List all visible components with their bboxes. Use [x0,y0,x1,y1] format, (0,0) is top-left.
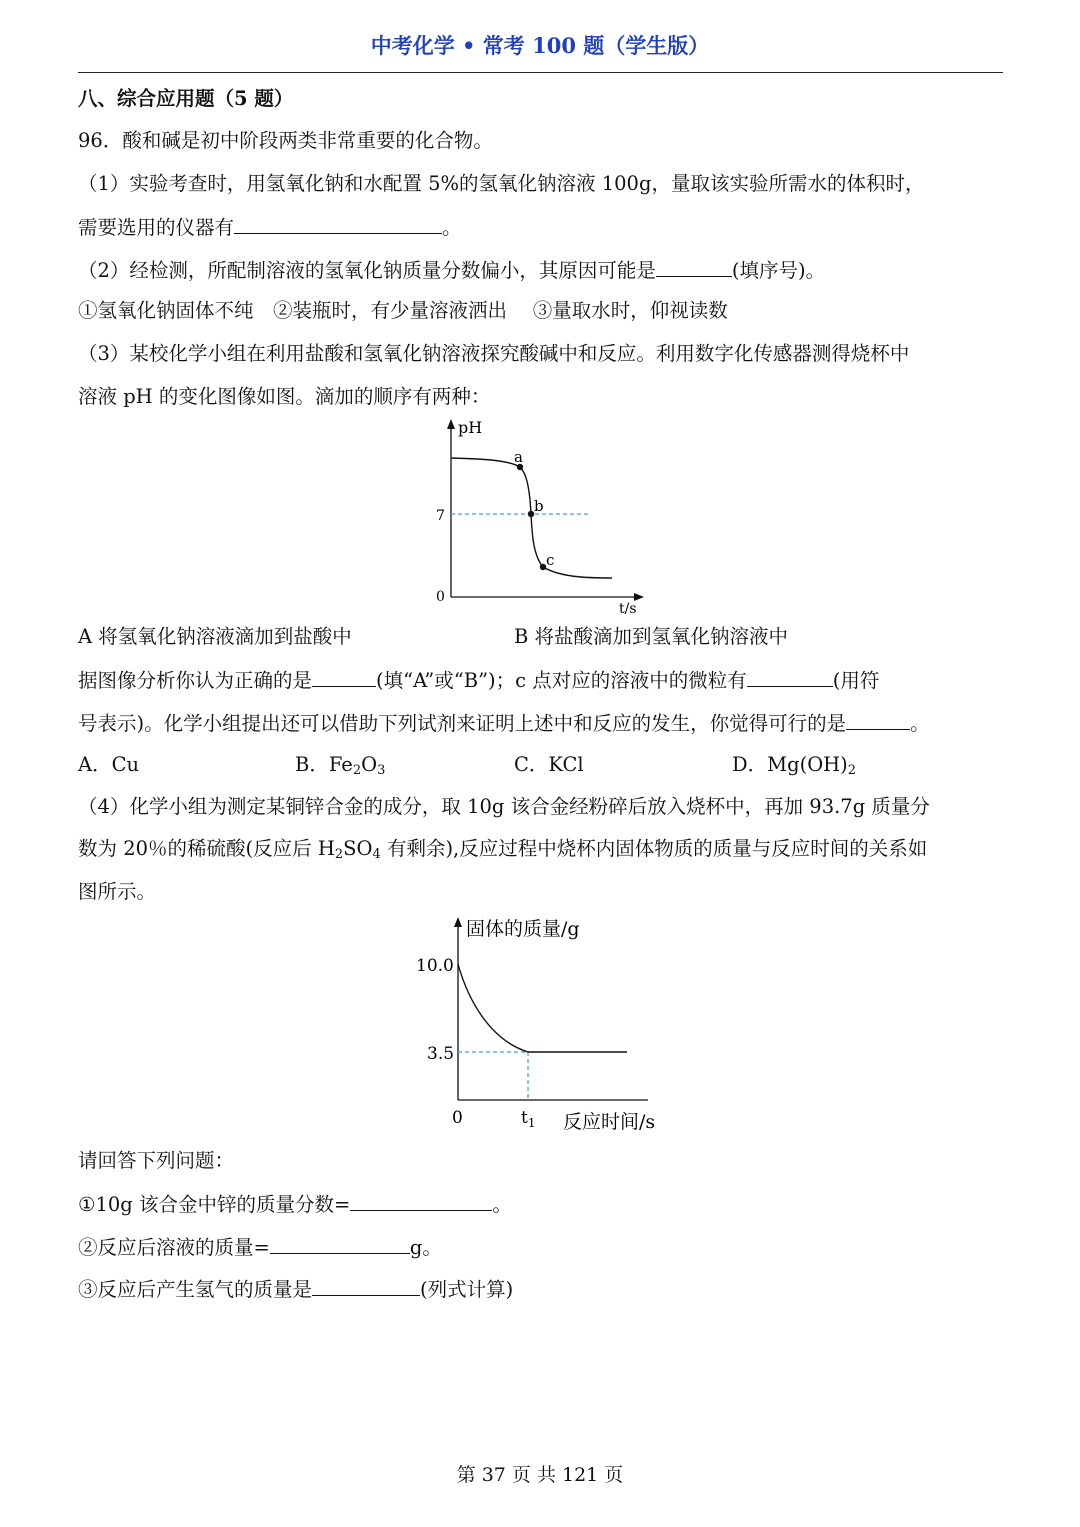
mass-tick-10: 10.0 [416,956,454,976]
sub-question-3: ③反应后产生氢气的质量是 (列式计算) [78,1275,513,1303]
part3-q-text-b: (填“A”或“B”)；c 点对应的溶液中的微粒有 [376,669,747,692]
reagent-c: C．KCl [514,753,584,776]
part1-end: 。 [442,216,462,239]
ph-tick-7: 7 [436,508,445,524]
mass-tick-3.5: 3.5 [427,1044,455,1064]
answer-blank-instruments[interactable] [234,213,442,234]
ph-x-axis-arrow [634,593,644,601]
ph-y-label: pH [458,418,483,437]
part3-q2-text: 号表示)。化学小组提出还可以借助下列试剂来证明上述中和反应的发生，你觉得可行的是 [78,712,847,735]
reagent-a: A．Cu [78,753,140,776]
part3-line2: 溶液 pH 的变化图像如图。滴加的顺序有两种： [78,385,491,408]
mass-curve [458,964,627,1052]
mass-chart [410,910,670,1135]
answer-blank-reagent[interactable] [846,709,910,730]
answer-blank-solution-mass[interactable] [270,1233,410,1254]
mass-x-tick-t1: $t_1$ [521,1108,536,1130]
ph-curve [451,458,612,578]
answer-blank-reason[interactable] [656,256,732,277]
question-stem: 96．酸和碱是初中阶段两类非常重要的化合物。 [78,129,493,152]
option-a: A 将氢氧化钠溶液滴加到盐酸中 [78,625,352,648]
page-header-title: 中考化学 • 常考 100 题（学生版） [370,33,710,58]
sub-question-1: ①10g 该合金中锌的质量分数= 。 [78,1190,512,1218]
mass-x-tick-0: 0 [452,1108,463,1128]
page-footer: 第 37 页 共 121 页 [456,1464,624,1486]
mass-y-axis-arrow [454,917,462,927]
answer-blank-hydrogen-mass[interactable] [312,1275,420,1296]
mass-y-label: 固体的质量/g [466,918,580,940]
header-divider [78,72,1003,73]
part2-line [78,256,825,284]
part3-q2-end: 。 [910,712,930,735]
ph-x-label: t/s [619,601,637,615]
option-b: B 将盐酸滴加到氢氧化钠溶液中 [514,625,789,648]
answer-blank-particles[interactable] [747,666,833,687]
part4-line1: （4）化学小组为测定某铜锌合金的成分，取 10g 该合金经粉碎后放入烧杯中，再加 93.7g 质量分 [78,795,930,818]
ask-line: 请回答下列问题： [78,1149,235,1172]
section-title: 八、综合应用题（5 题） [78,87,294,110]
part3-question-line2 [78,709,930,737]
part3-q-text-a: 据图像分析你认为正确的是 [78,669,313,692]
part1-line2 [78,213,462,241]
point-b-label: b [534,497,544,515]
part2-end: (填序号)。 [731,259,826,282]
sub-question-2: ②反应后溶液的质量= g。 [78,1233,442,1261]
mass-x-label: 反应时间/s [563,1111,656,1133]
part3-q-text-c: (用符 [832,669,880,692]
part1-text: 需要选用的仪器有 [78,216,235,239]
part2-text: （2）经检测，所配制溶液的氢氧化钠质量分数偏小，其原因可能是 [78,259,656,282]
ph-chart [420,415,650,615]
part3-question-line1 [78,666,879,694]
ph-tick-0: 0 [436,589,445,605]
reagent-b: B．$Fe_2O_3$ [295,753,386,778]
answer-blank-zinc-fraction[interactable] [350,1190,492,1211]
reagent-d: D．$Mg(OH)_2$ [732,753,857,778]
ph-y-axis-arrow [447,419,455,429]
point-a-label: a [514,448,523,466]
part4-line3: 图所示。 [78,880,157,903]
part2-choices: ①氢氧化钠固体不纯 ②装瓶时，有少量溶液洒出 ③量取水时，仰视读数 [78,299,728,322]
part4-line2: 数为 20％的稀硫酸(反应后 $H_2SO_4$ 有剩余),反应过程中烧杯内固体物质的质量与反应时间的关系如 [78,837,928,862]
part1-line1: （1）实验考查时，用氢氧化钠和水配置 5%的氢氧化钠溶液 100g，量取该实验所需水的体积时， [78,172,925,195]
part3-line1: （3）某校化学小组在利用盐酸和氢氧化钠溶液探究酸碱中和反应。利用数字化传感器测得烧杯中 [78,342,910,365]
point-c-label: c [546,551,555,569]
answer-blank-ab[interactable] [312,666,376,687]
